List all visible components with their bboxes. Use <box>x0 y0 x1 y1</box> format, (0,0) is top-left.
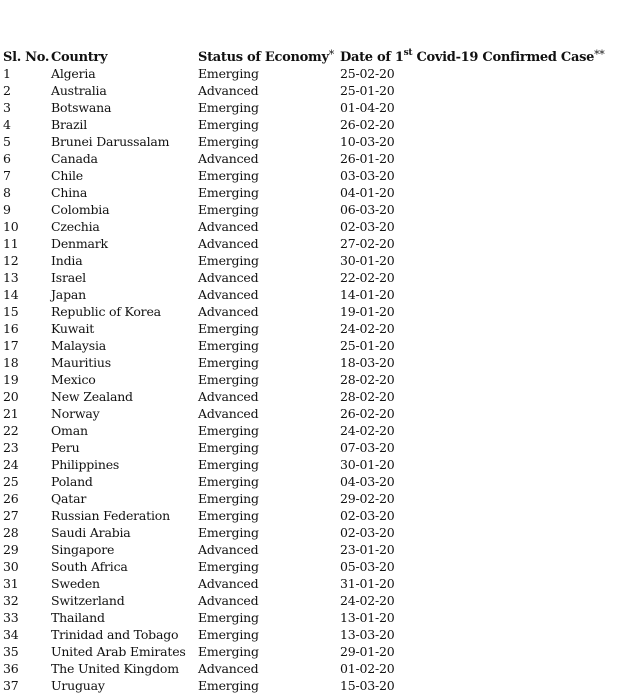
cell-date: 26-02-20 <box>340 117 395 132</box>
cell-status: Advanced <box>198 389 259 404</box>
cell-sl-no: 3 <box>3 100 11 115</box>
table-row <box>3 235 619 252</box>
cell-date: 07-03-20 <box>340 440 395 455</box>
cell-status: Emerging <box>198 168 259 183</box>
cell-country: China <box>51 185 88 200</box>
table-row <box>3 422 619 439</box>
cell-country: Peru <box>51 440 80 455</box>
table-row <box>3 405 619 422</box>
header-status-of-economy <box>198 41 340 65</box>
cell-date: 19-01-20 <box>340 304 395 319</box>
cell-date: 29-02-20 <box>340 491 395 506</box>
table-row <box>3 371 619 388</box>
cell-country: Algeria <box>51 66 96 81</box>
table-row <box>3 541 619 558</box>
cell-country: Poland <box>51 474 93 489</box>
table-row <box>3 167 619 184</box>
cell-status: Emerging <box>198 423 259 438</box>
header-date-suffix: Covid-19 Confirmed Case <box>412 50 595 65</box>
cell-sl-no: 36 <box>3 661 19 676</box>
cell-date: 28-02-20 <box>340 389 395 404</box>
cell-date: 14-01-20 <box>340 287 395 302</box>
header-sl-no: Sl. No. <box>3 50 50 65</box>
table-row <box>3 252 619 269</box>
cell-sl-no: 26 <box>3 491 19 506</box>
cell-status: Emerging <box>198 134 259 149</box>
header-first-case-date <box>340 41 619 65</box>
cell-status: Emerging <box>198 678 259 693</box>
cell-country: Canada <box>51 151 98 166</box>
cell-sl-no: 2 <box>3 83 11 98</box>
table-row <box>3 456 619 473</box>
cell-country: Botswana <box>51 100 112 115</box>
cell-date: 27-02-20 <box>340 236 395 251</box>
header-status-footnote-mark: * <box>328 48 334 61</box>
cell-date: 29-01-20 <box>340 644 395 659</box>
cell-sl-no: 32 <box>3 593 19 608</box>
cell-status: Advanced <box>198 219 259 234</box>
table-row <box>3 660 619 677</box>
cell-date: 02-03-20 <box>340 525 395 540</box>
cell-status: Emerging <box>198 100 259 115</box>
cell-date: 26-02-20 <box>340 406 395 421</box>
table-body <box>3 65 619 694</box>
cell-sl-no: 4 <box>3 117 11 132</box>
cell-status: Emerging <box>198 644 259 659</box>
cell-sl-no: 29 <box>3 542 19 557</box>
cell-status: Advanced <box>198 661 259 676</box>
cell-date: 02-03-20 <box>340 219 395 234</box>
cell-country: Uruguay <box>51 678 105 693</box>
cell-date: 01-04-20 <box>340 100 395 115</box>
cell-country: Oman <box>51 423 88 438</box>
table-row <box>3 65 619 82</box>
table-header <box>3 41 619 65</box>
cell-sl-no: 8 <box>3 185 11 200</box>
cell-status: Emerging <box>198 457 259 472</box>
cell-sl-no: 20 <box>3 389 19 404</box>
table-row <box>3 575 619 592</box>
cell-date: 24-02-20 <box>340 321 395 336</box>
cell-date: 05-03-20 <box>340 559 395 574</box>
cell-date: 25-01-20 <box>340 338 395 353</box>
cell-country: Republic of Korea <box>51 304 161 319</box>
cell-sl-no: 27 <box>3 508 19 523</box>
cell-status: Advanced <box>198 151 259 166</box>
cell-date: 25-01-20 <box>340 83 395 98</box>
cell-date: 18-03-20 <box>340 355 395 370</box>
cell-sl-no: 12 <box>3 253 19 268</box>
cell-date: 30-01-20 <box>340 253 395 268</box>
table-row <box>3 337 619 354</box>
cell-country: Switzerland <box>51 593 125 608</box>
cell-sl-no: 23 <box>3 440 19 455</box>
cell-sl-no: 22 <box>3 423 19 438</box>
cell-date: 10-03-20 <box>340 134 395 149</box>
cell-date: 28-02-20 <box>340 372 395 387</box>
cell-country: Israel <box>51 270 86 285</box>
cell-sl-no: 13 <box>3 270 19 285</box>
table-row <box>3 507 619 524</box>
cell-status: Emerging <box>198 117 259 132</box>
cell-status: Emerging <box>198 355 259 370</box>
table-row <box>3 388 619 405</box>
cell-date: 25-02-20 <box>340 66 395 81</box>
cell-date: 04-03-20 <box>340 474 395 489</box>
table-row <box>3 99 619 116</box>
cell-country: Singapore <box>51 542 115 557</box>
cell-country: United Arab Emirates <box>51 644 186 659</box>
cell-sl-no: 33 <box>3 610 19 625</box>
cell-date: 22-02-20 <box>340 270 395 285</box>
table-row <box>3 677 619 694</box>
cell-status: Emerging <box>198 372 259 387</box>
table-row <box>3 218 619 235</box>
cell-country: Trinidad and Tobago <box>51 627 179 642</box>
cell-status: Emerging <box>198 66 259 81</box>
table-row <box>3 303 619 320</box>
cell-date: 23-01-20 <box>340 542 395 557</box>
cell-country: Thailand <box>51 610 105 625</box>
cell-sl-no: 6 <box>3 151 11 166</box>
table-row <box>3 439 619 456</box>
cell-date: 06-03-20 <box>340 202 395 217</box>
cell-country: Brunei Darussalam <box>51 134 170 149</box>
header-status-label: Status of Economy <box>198 50 329 65</box>
cell-sl-no: 16 <box>3 321 19 336</box>
table-row <box>3 558 619 575</box>
cell-status: Emerging <box>198 559 259 574</box>
cell-country: Qatar <box>51 491 87 506</box>
cell-sl-no: 18 <box>3 355 19 370</box>
cell-status: Advanced <box>198 83 259 98</box>
cell-country: Norway <box>51 406 100 421</box>
cell-sl-no: 30 <box>3 559 19 574</box>
cell-sl-no: 10 <box>3 219 19 234</box>
cell-country: Australia <box>51 83 107 98</box>
cell-status: Advanced <box>198 593 259 608</box>
header-date-prefix: Date of 1 <box>340 50 404 65</box>
cell-status: Advanced <box>198 576 259 591</box>
cell-sl-no: 15 <box>3 304 19 319</box>
cell-sl-no: 5 <box>3 134 11 149</box>
cell-date: 26-01-20 <box>340 151 395 166</box>
cell-status: Emerging <box>198 610 259 625</box>
cell-date: 04-01-20 <box>340 185 395 200</box>
cell-date: 24-02-20 <box>340 423 395 438</box>
table-row <box>3 490 619 507</box>
table-row <box>3 473 619 490</box>
cell-sl-no: 28 <box>3 525 19 540</box>
cell-date: 15-03-20 <box>340 678 395 693</box>
cell-status: Emerging <box>198 440 259 455</box>
cell-date: 03-03-20 <box>340 168 395 183</box>
table-row <box>3 150 619 167</box>
cell-sl-no: 7 <box>3 168 11 183</box>
table-row <box>3 82 619 99</box>
table-row <box>3 626 619 643</box>
cell-sl-no: 34 <box>3 627 19 642</box>
cell-status: Advanced <box>198 236 259 251</box>
cell-status: Emerging <box>198 508 259 523</box>
cell-country: South Africa <box>51 559 128 574</box>
cell-status: Emerging <box>198 253 259 268</box>
cell-sl-no: 35 <box>3 644 19 659</box>
header-country: Country <box>51 50 108 65</box>
cell-status: Advanced <box>198 542 259 557</box>
cell-date: 30-01-20 <box>340 457 395 472</box>
table-row <box>3 133 619 150</box>
table-row <box>3 320 619 337</box>
cell-status: Emerging <box>198 202 259 217</box>
table-row <box>3 269 619 286</box>
cell-sl-no: 1 <box>3 66 11 81</box>
cell-country: Japan <box>51 287 86 302</box>
cell-status: Emerging <box>198 185 259 200</box>
cell-country: Czechia <box>51 219 100 234</box>
header-row <box>3 41 619 65</box>
cell-sl-no: 24 <box>3 457 19 472</box>
table-row <box>3 592 619 609</box>
table-row <box>3 116 619 133</box>
cell-sl-no: 21 <box>3 406 19 421</box>
table-row <box>3 286 619 303</box>
cell-sl-no: 31 <box>3 576 19 591</box>
cell-country: Mauritius <box>51 355 111 370</box>
cell-country: Malaysia <box>51 338 107 353</box>
cell-country: Sweden <box>51 576 100 591</box>
cell-date: 13-01-20 <box>340 610 395 625</box>
cell-status: Emerging <box>198 627 259 642</box>
table-row <box>3 201 619 218</box>
cell-country: Saudi Arabia <box>51 525 131 540</box>
covid-economy-table-container <box>3 41 619 694</box>
table-row <box>3 184 619 201</box>
table-row <box>3 354 619 371</box>
cell-status: Emerging <box>198 474 259 489</box>
covid-economy-table <box>3 41 619 694</box>
table-row <box>3 524 619 541</box>
cell-status: Advanced <box>198 287 259 302</box>
cell-status: Advanced <box>198 406 259 421</box>
cell-date: 01-02-20 <box>340 661 395 676</box>
cell-country: Colombia <box>51 202 110 217</box>
cell-sl-no: 25 <box>3 474 19 489</box>
cell-country: Chile <box>51 168 84 183</box>
cell-sl-no: 19 <box>3 372 19 387</box>
cell-country: Russian Federation <box>51 508 170 523</box>
cell-date: 24-02-20 <box>340 593 395 608</box>
cell-sl-no: 11 <box>3 236 19 251</box>
cell-status: Emerging <box>198 321 259 336</box>
cell-country: The United Kingdom <box>51 661 179 676</box>
cell-date: 13-03-20 <box>340 627 395 642</box>
cell-sl-no: 9 <box>3 202 11 217</box>
header-date-footnote-mark: ** <box>594 48 605 61</box>
cell-status: Emerging <box>198 525 259 540</box>
header-date-ordinal: st <box>403 48 413 58</box>
cell-date: 02-03-20 <box>340 508 395 523</box>
cell-status: Emerging <box>198 491 259 506</box>
cell-date: 31-01-20 <box>340 576 395 591</box>
cell-status: Advanced <box>198 270 259 285</box>
table-row <box>3 609 619 626</box>
cell-country: Denmark <box>51 236 108 251</box>
cell-country: Philippines <box>51 457 120 472</box>
cell-sl-no: 14 <box>3 287 19 302</box>
cell-country: New Zealand <box>51 389 133 404</box>
cell-country: Brazil <box>51 117 87 132</box>
table-row <box>3 643 619 660</box>
cell-country: Kuwait <box>51 321 95 336</box>
cell-status: Emerging <box>198 338 259 353</box>
cell-sl-no: 17 <box>3 338 19 353</box>
cell-country: Mexico <box>51 372 96 387</box>
cell-country: India <box>51 253 83 268</box>
cell-sl-no: 37 <box>3 678 19 693</box>
cell-status: Advanced <box>198 304 259 319</box>
